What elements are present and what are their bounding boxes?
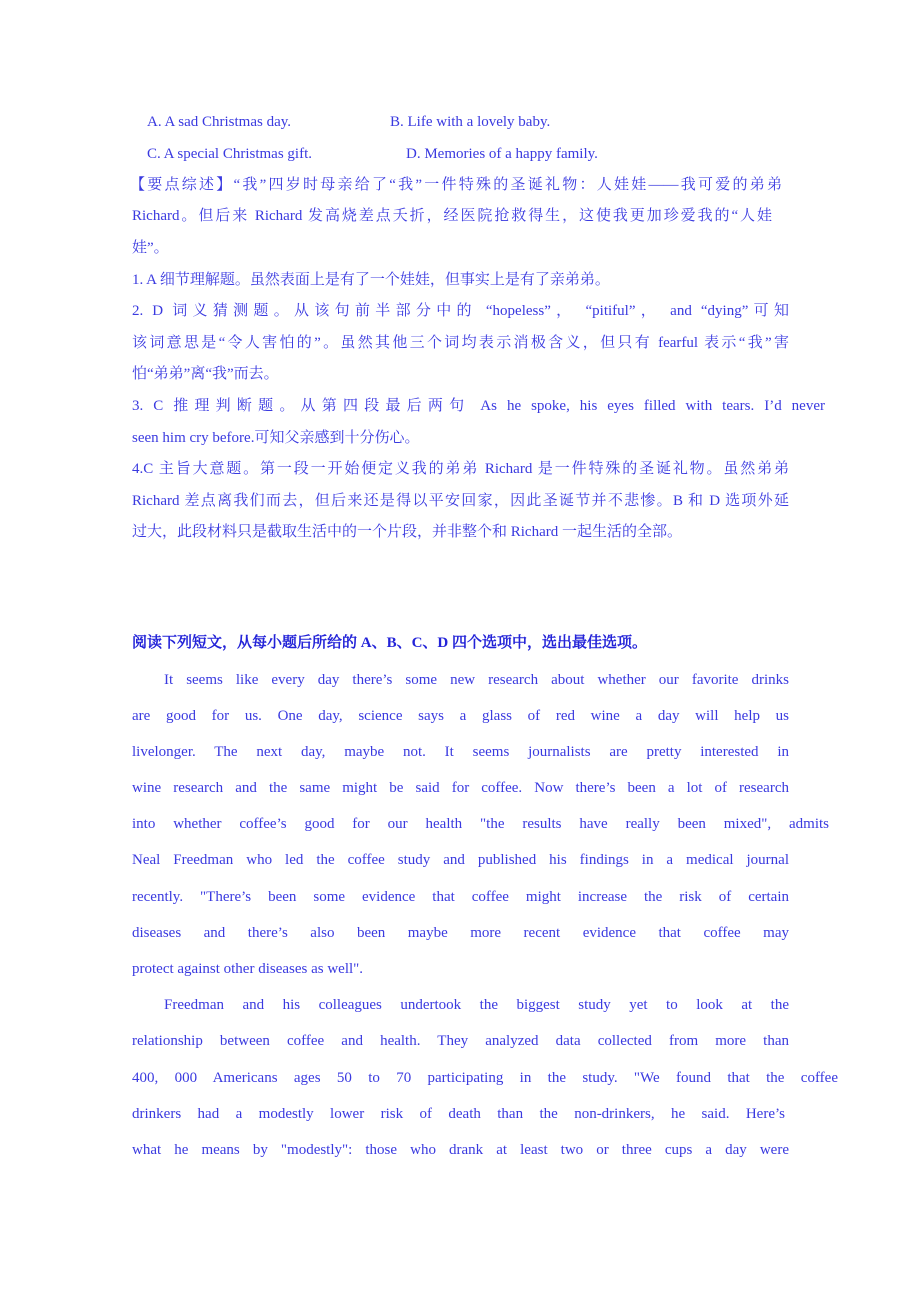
- answer-line: Richard 差点离我们而去，但后来还是得以平安回家，因此圣诞节并不悲惨。B 和 D 选项外延: [132, 493, 789, 509]
- passage-line: relationship between coffee and health. They analyzed data collected from more than: [132, 1033, 789, 1049]
- answer-line: 该词意思是“令人害怕的”。虽然其他三个词均表示消极含义，但只有 fearful 表示“我”害: [132, 335, 789, 351]
- passage-line: 400, 000 Americans ages 50 to 70 participating in the study. "We found that the coffee: [132, 1070, 838, 1086]
- passage-line: what he means by "modestly": those who drank at least two or three cups a day were: [132, 1142, 789, 1158]
- answer-line: seen him cry before.可知父亲感到十分伤心。: [132, 430, 420, 446]
- summary-line: Richard。但后来 Richard 发高烧差点夭折，经医院抢救得生，这使我更加珍爱我的“人娃: [132, 208, 772, 224]
- passage-line: diseases and there’s also been maybe more recent evidence that coffee may: [132, 925, 789, 941]
- summary-line: 娃”。: [132, 240, 169, 256]
- passage-line: wine research and the same might be said for coffee. Now there’s been a lot of research: [132, 780, 789, 796]
- answer-line: 怕“弟弟”离“我”而去。: [132, 366, 279, 382]
- reading-instruction: 阅读下列短文，从每小题后所给的 A、B、C、D 四个选项中，选出最佳选项。: [132, 635, 648, 651]
- option-d: D. Memories of a happy family.: [406, 146, 598, 162]
- answer-line: 3. C 推理判断题。从第四段最后两句 As he spoke, his eyes filled with tears. I’d never: [132, 398, 825, 414]
- passage-line: are good for us. One day, science says a glass of red wine a day will help us: [132, 708, 789, 724]
- passage-line: protect against other diseases as well".: [132, 961, 364, 977]
- answer-line: 4.C 主旨大意题。第一段一开始便定义我的弟弟 Richard 是一件特殊的圣诞礼物。虽然弟弟: [132, 461, 789, 477]
- option-a: A. A sad Christmas day.: [147, 114, 292, 130]
- passage-line: It seems like every day there’s some new research about whether our favorite drinks: [164, 672, 789, 688]
- option-c: C. A special Christmas gift.: [147, 146, 312, 162]
- passage-line: drinkers had a modestly lower risk of death than the non-drinkers, he said. Here’s: [132, 1106, 785, 1122]
- summary-line: 【要点综述】“我”四岁时母亲给了“我”一件特殊的圣诞礼物：人娃娃——我可爱的弟弟: [130, 177, 782, 193]
- option-b: B. Life with a lovely baby.: [390, 114, 551, 130]
- passage-line: livelonger. The next day, maybe not. It seems journalists are pretty interested in: [132, 744, 789, 760]
- passage-line: into whether coffee’s good for our health "the results have really been mixed", admits: [132, 816, 829, 832]
- passage-line: recently. "There’s been some evidence that coffee might increase the risk of certain: [132, 889, 789, 905]
- answer-line: 过大，此段材料只是截取生活中的一个片段，并非整个和 Richard 一起生活的全部。: [132, 524, 682, 540]
- answer-line: 2. D 词义猜测题。从该句前半部分中的 “hopeless”， “pitiful”， and “dying”可知: [132, 303, 789, 319]
- answer-line: 1. A 细节理解题。虽然表面上是有了一个娃娃，但事实上是有了亲弟弟。: [132, 272, 610, 288]
- passage-line: Neal Freedman who led the coffee study and published his findings in a medical journal: [132, 852, 789, 868]
- passage-line: Freedman and his colleagues undertook the biggest study yet to look at the: [164, 997, 789, 1013]
